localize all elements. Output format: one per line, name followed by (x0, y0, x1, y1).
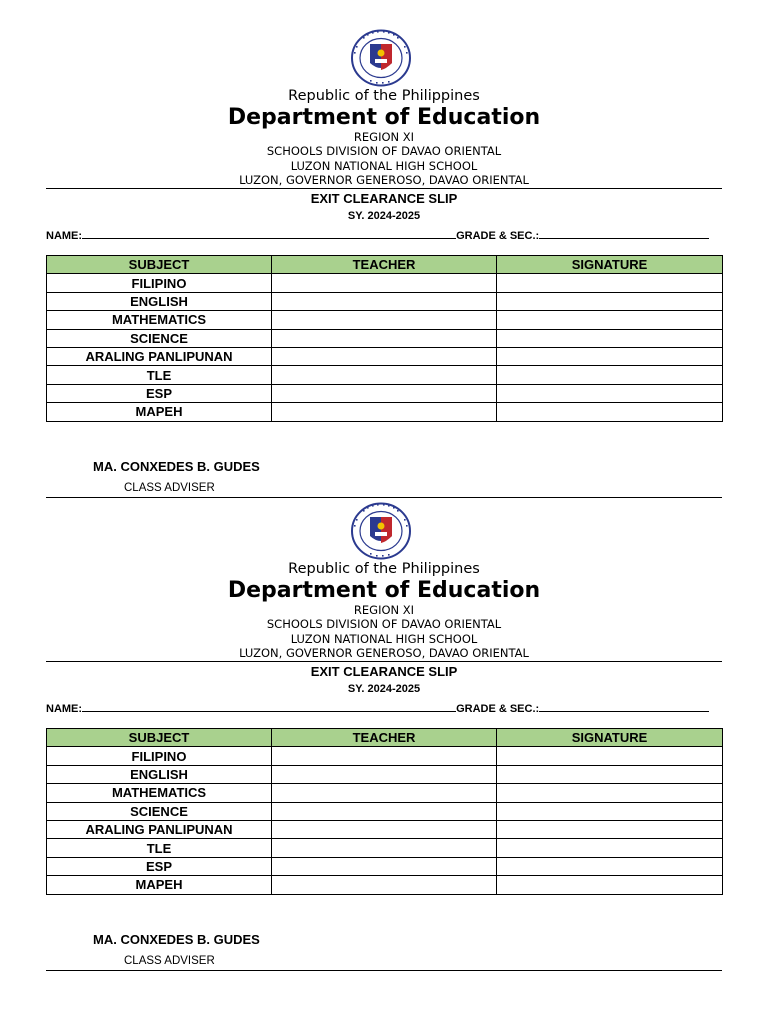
name-label: NAME: (46, 230, 83, 242)
teacher-cell[interactable] (272, 311, 497, 329)
subject-cell: ENGLISH (47, 765, 272, 783)
table-row (47, 802, 723, 820)
header-divider (46, 661, 722, 662)
teacher-cell[interactable] (272, 765, 497, 783)
name-label: NAME: (46, 703, 83, 715)
teacher-cell[interactable] (272, 366, 497, 384)
adviser-role: CLASS ADVISER (124, 955, 215, 967)
slip-title: EXIT CLEARANCE SLIP (310, 191, 458, 206)
table-row (47, 747, 723, 765)
column-header-teacher: TEACHER (272, 256, 497, 274)
student-info-line (46, 228, 726, 243)
signature-cell[interactable] (497, 876, 723, 894)
grade-label: GRADE & SEC.: (456, 230, 540, 242)
teacher-cell[interactable] (272, 329, 497, 347)
table-header-row (47, 729, 723, 747)
table-header-row (47, 256, 723, 274)
signature-cell[interactable] (497, 820, 723, 838)
header-divider (46, 188, 722, 189)
teacher-cell[interactable] (272, 820, 497, 838)
teacher-cell[interactable] (272, 784, 497, 802)
subject-cell: MATHEMATICS (47, 311, 272, 329)
column-header-signature: SIGNATURE (497, 256, 723, 274)
teacher-cell[interactable] (272, 876, 497, 894)
signature-cell[interactable] (497, 292, 723, 310)
subjects-table (46, 255, 723, 422)
subject-cell: TLE (47, 366, 272, 384)
school-year: SY. 2024-2025 (347, 210, 421, 222)
subject-cell: ESP (47, 857, 272, 875)
adviser-name: MA. CONXEDES B. GUDES (93, 932, 260, 947)
teacher-cell[interactable] (272, 384, 497, 402)
department-heading: Department of Education (227, 578, 541, 603)
table-row (47, 311, 723, 329)
grade-label: GRADE & SEC.: (456, 703, 540, 715)
signature-cell[interactable] (497, 347, 723, 365)
clearance-slip-1 (0, 27, 768, 500)
signature-cell[interactable] (497, 765, 723, 783)
signature-cell[interactable] (497, 311, 723, 329)
republic-heading: Republic of the Philippines (288, 561, 480, 577)
subject-cell: FILIPINO (47, 274, 272, 292)
signature-cell[interactable] (497, 857, 723, 875)
department-heading: Department of Education (227, 105, 541, 130)
adviser-role: CLASS ADVISER (124, 482, 215, 494)
teacher-cell[interactable] (272, 403, 497, 421)
signature-cell[interactable] (497, 329, 723, 347)
grade-field[interactable] (539, 228, 709, 239)
teacher-cell[interactable] (272, 802, 497, 820)
subject-cell: ARALING PANLIPUNAN (47, 820, 272, 838)
subject-cell: MATHEMATICS (47, 784, 272, 802)
table-row (47, 292, 723, 310)
signature-cell[interactable] (497, 366, 723, 384)
subject-cell: FILIPINO (47, 747, 272, 765)
column-header-teacher: TEACHER (272, 729, 497, 747)
table-row (47, 857, 723, 875)
table-row (47, 820, 723, 838)
grade-field[interactable] (539, 701, 709, 712)
division-line: SCHOOLS DIVISION OF DAVAO ORIENTAL (266, 617, 502, 631)
signature-cell[interactable] (497, 274, 723, 292)
teacher-cell[interactable] (272, 274, 497, 292)
signature-cell[interactable] (497, 403, 723, 421)
region-line: REGION XI (353, 603, 415, 617)
name-field[interactable] (82, 701, 456, 712)
adviser-name: MA. CONXEDES B. GUDES (93, 459, 260, 474)
column-header-signature: SIGNATURE (497, 729, 723, 747)
division-line: SCHOOLS DIVISION OF DAVAO ORIENTAL (266, 144, 502, 158)
table-row (47, 384, 723, 402)
table-row (47, 366, 723, 384)
slip-divider (46, 497, 722, 498)
location-line: LUZON, GOVERNOR GENEROSO, DAVAO ORIENTAL (239, 646, 529, 660)
table-row (47, 403, 723, 421)
teacher-cell[interactable] (272, 292, 497, 310)
subjects-table (46, 728, 723, 895)
table-row (47, 274, 723, 292)
column-header-subject: SUBJECT (47, 729, 272, 747)
table-row (47, 839, 723, 857)
slip-divider (46, 970, 722, 971)
subject-cell: MAPEH (47, 876, 272, 894)
table-row (47, 784, 723, 802)
signature-cell[interactable] (497, 747, 723, 765)
teacher-cell[interactable] (272, 857, 497, 875)
subject-cell: TLE (47, 839, 272, 857)
subject-cell: ESP (47, 384, 272, 402)
subject-cell: SCIENCE (47, 329, 272, 347)
signature-cell[interactable] (497, 802, 723, 820)
school-year: SY. 2024-2025 (347, 683, 421, 695)
deped-seal-icon (350, 502, 412, 560)
table-row (47, 329, 723, 347)
name-field[interactable] (82, 228, 456, 239)
signature-cell[interactable] (497, 839, 723, 857)
table-row (47, 347, 723, 365)
signature-cell[interactable] (497, 784, 723, 802)
clearance-slip-2 (0, 500, 768, 973)
slip-title: EXIT CLEARANCE SLIP (310, 664, 458, 679)
subject-cell: MAPEH (47, 403, 272, 421)
teacher-cell[interactable] (272, 347, 497, 365)
table-row (47, 765, 723, 783)
signature-cell[interactable] (497, 384, 723, 402)
region-line: REGION XI (353, 130, 415, 144)
student-info-line (46, 701, 726, 716)
school-line: LUZON NATIONAL HIGH SCHOOL (290, 159, 478, 173)
subject-cell: SCIENCE (47, 802, 272, 820)
subject-cell: ARALING PANLIPUNAN (47, 347, 272, 365)
school-line: LUZON NATIONAL HIGH SCHOOL (290, 632, 478, 646)
table-row (47, 876, 723, 894)
location-line: LUZON, GOVERNOR GENEROSO, DAVAO ORIENTAL (239, 173, 529, 187)
deped-seal-icon (350, 29, 412, 87)
republic-heading: Republic of the Philippines (288, 88, 480, 104)
subject-cell: ENGLISH (47, 292, 272, 310)
teacher-cell[interactable] (272, 747, 497, 765)
column-header-subject: SUBJECT (47, 256, 272, 274)
teacher-cell[interactable] (272, 839, 497, 857)
